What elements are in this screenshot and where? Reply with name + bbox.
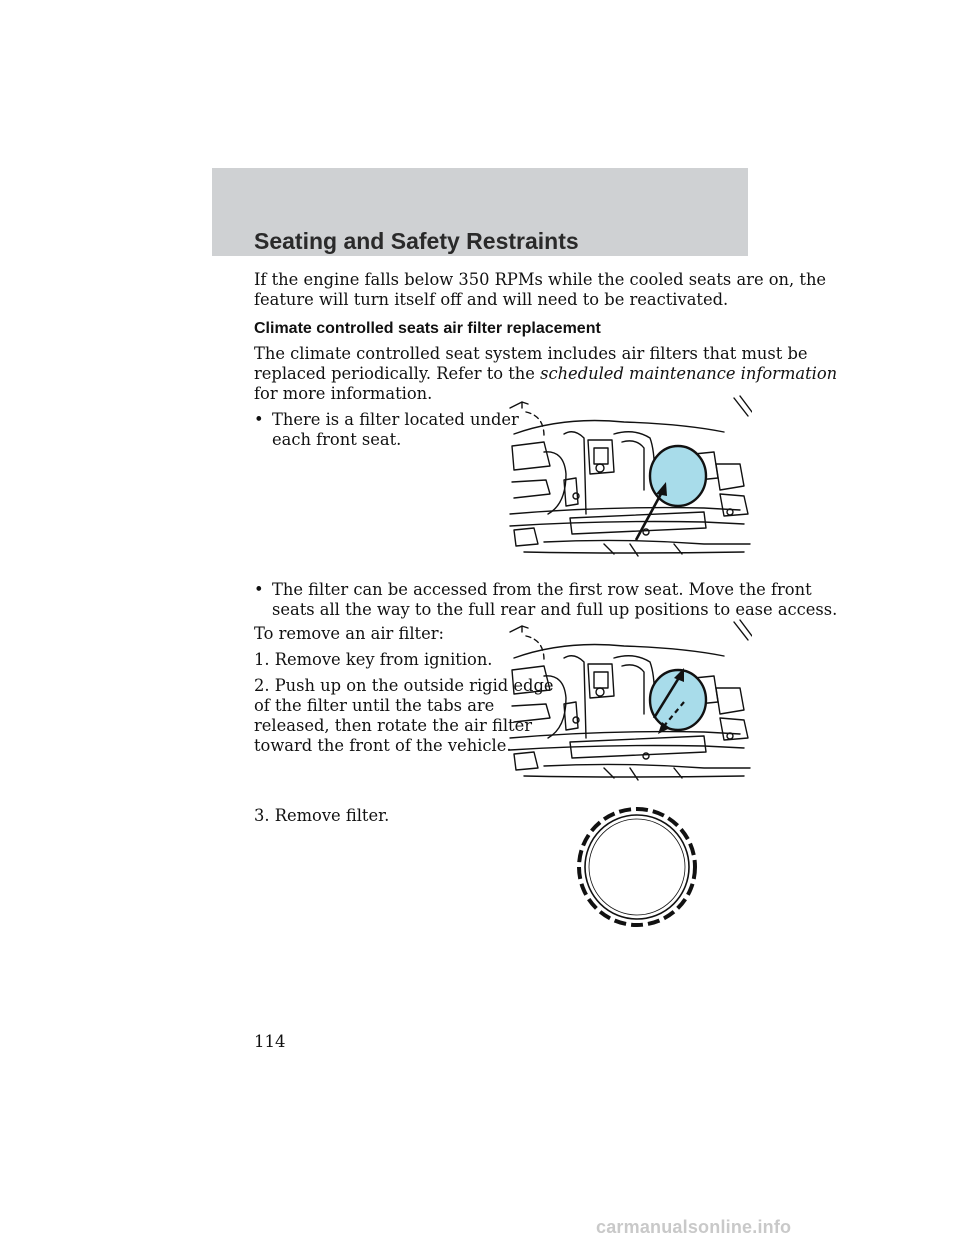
step-2-line-2: of the filter until the tabs are	[254, 696, 495, 715]
bullet-1-line-1: There is a filter located under	[272, 410, 519, 429]
para-line-3: for more information.	[254, 384, 433, 403]
step-2-line-1: 2. Push up on the outside rigid edge	[254, 676, 554, 695]
section-title: Seating and Safety Restraints	[254, 228, 579, 254]
intro-line-1: If the engine falls below 350 RPMs while the cooled seats are on, the	[254, 270, 827, 289]
step-2-line-3: released, then rotate the air filter	[254, 716, 532, 735]
filter-arrow-icon	[636, 482, 667, 540]
watermark: carmanualsonline.info	[596, 1217, 792, 1237]
remove-intro: To remove an air filter:	[254, 624, 444, 643]
para-line-2	[254, 364, 837, 384]
removed-filter-illustration	[572, 802, 702, 932]
page-number: 114	[254, 1032, 286, 1051]
para-line-2-text: replaced periodically. Refer to the	[254, 364, 541, 383]
bullet-1-marker: •	[254, 410, 264, 429]
bullet-2-line-1: The filter can be accessed from the first row seat. Move the front	[272, 580, 812, 599]
subheading: Climate controlled seats air filter replacement	[254, 320, 601, 337]
maintenance-reference: scheduled maintenance information	[540, 364, 838, 383]
bullet-1-line-2: each front seat.	[272, 430, 402, 449]
step-2-line-4: toward the front of the vehicle.	[254, 736, 512, 755]
bullet-2-marker: •	[254, 580, 264, 599]
filter-rotation-illustration	[504, 618, 752, 792]
intro-line-2: feature will turn itself off and will need to be reactivated.	[254, 290, 729, 309]
seat-filter-illustration	[504, 394, 752, 568]
bullet-2-line-2: seats all the way to the full rear and full up positions to ease access.	[272, 600, 838, 619]
step-3: 3. Remove filter.	[254, 806, 390, 825]
para-line-1: The climate controlled seat system includes air filters that must be	[254, 344, 808, 363]
step-1: 1. Remove key from ignition.	[254, 650, 493, 669]
